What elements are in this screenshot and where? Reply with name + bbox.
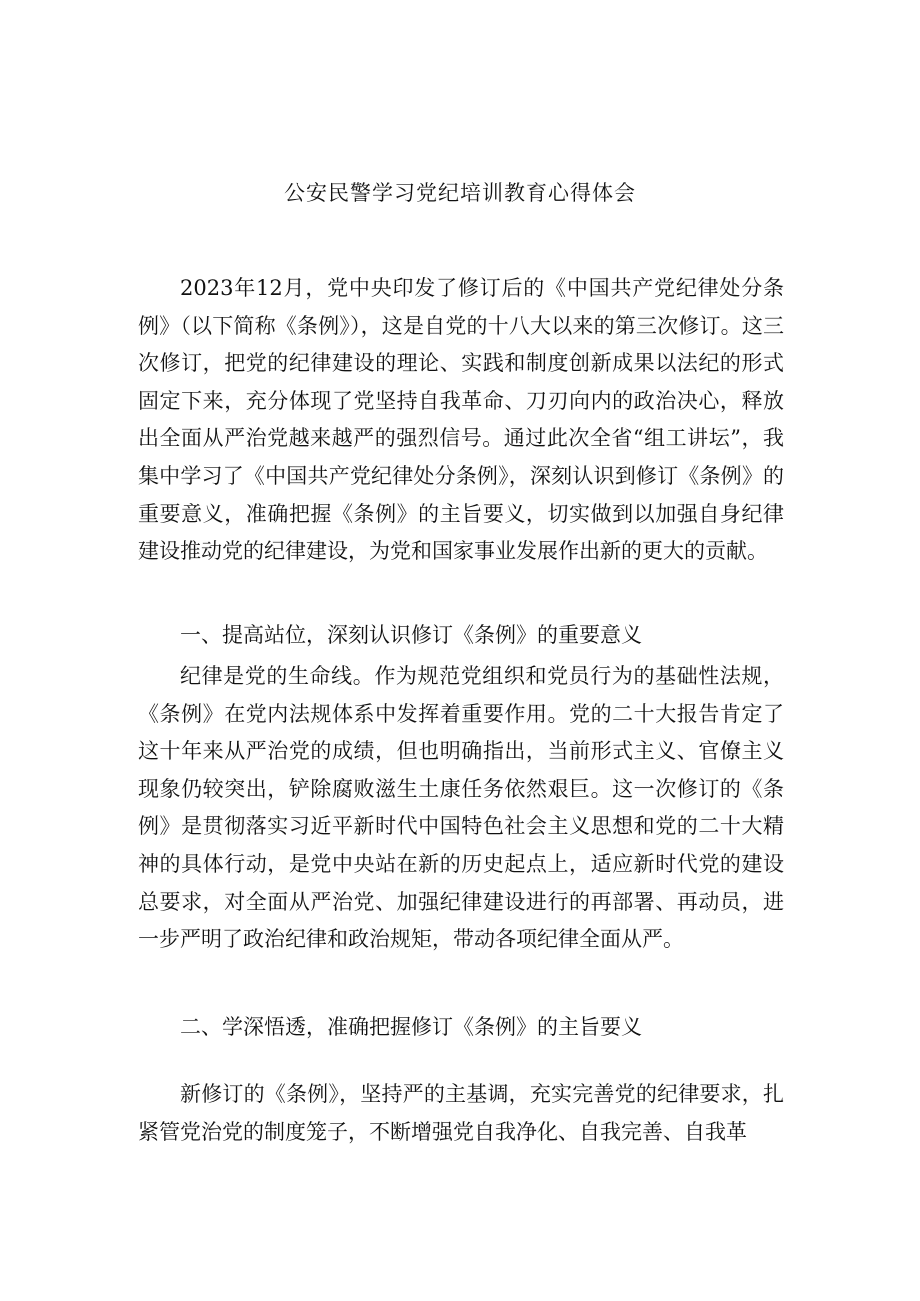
section-2-paragraph: 新修订的《条例》，坚持严的主基调，充实完善党的纪律要求，扎紧管党治党的制度笼子，不断增强党自我净化、自我完善、自我革 <box>138 1082 784 1144</box>
section-heading-2: 二、学深悟透，准确把握修订《条例》的主旨要义 <box>180 1015 642 1039</box>
section-1-paragraph: 纪律是党的生命线。作为规范党组织和党员行为的基础性法规，《条例》在党内法规体系中发挥着重要作用。党的二十大报告肯定了这十年来从严治党的成绩，但也明确指出，当前形式主义、官僚主义现象仍较突出，铲除腐败滋生土康任务依然艰巨。这一次修订的《条例》是贯彻落实习近平新时代中国特色社会主义思想和党的二十大精神的具体行动，是党中央站在新的历史起点上，适应新时代党的建设总要求，对全面从严治党、加强纪律建设进行的再部署、再动员，进一步严明了政治纪律和政治规矩，带动各项纪律全面从严。 <box>138 664 784 952</box>
section-heading-1: 一、提高站位，深刻认识修订《条例》的重要意义 <box>180 623 642 647</box>
document-title: 公安民警学习党纪培训教育心得体会 <box>284 181 636 205</box>
intro-paragraph: 2023年12月，党中央印发了修订后的《中国共产党纪律处分条例》（以下简称《条例》），这是自党的十八大以来的第三次修订。这三次修订，把党的纪律建设的理论、实践和制度创新成果以法纪的形式固定下来，充分体现了党坚持自我革命、刀刃向内的政治决心，释放出全面从严治党越来越严的强烈信号。通过此次全省“组工讲坛”，我集中学习了《中国共产党纪律处分条例》，深刻认识到修订《条例》的重要意义，准确把握《条例》的主旨要义，切实做到以加强自身纪律建设推动党的纪律建设，为党和国家事业发展作出新的更大的贡献。 <box>138 276 784 564</box>
